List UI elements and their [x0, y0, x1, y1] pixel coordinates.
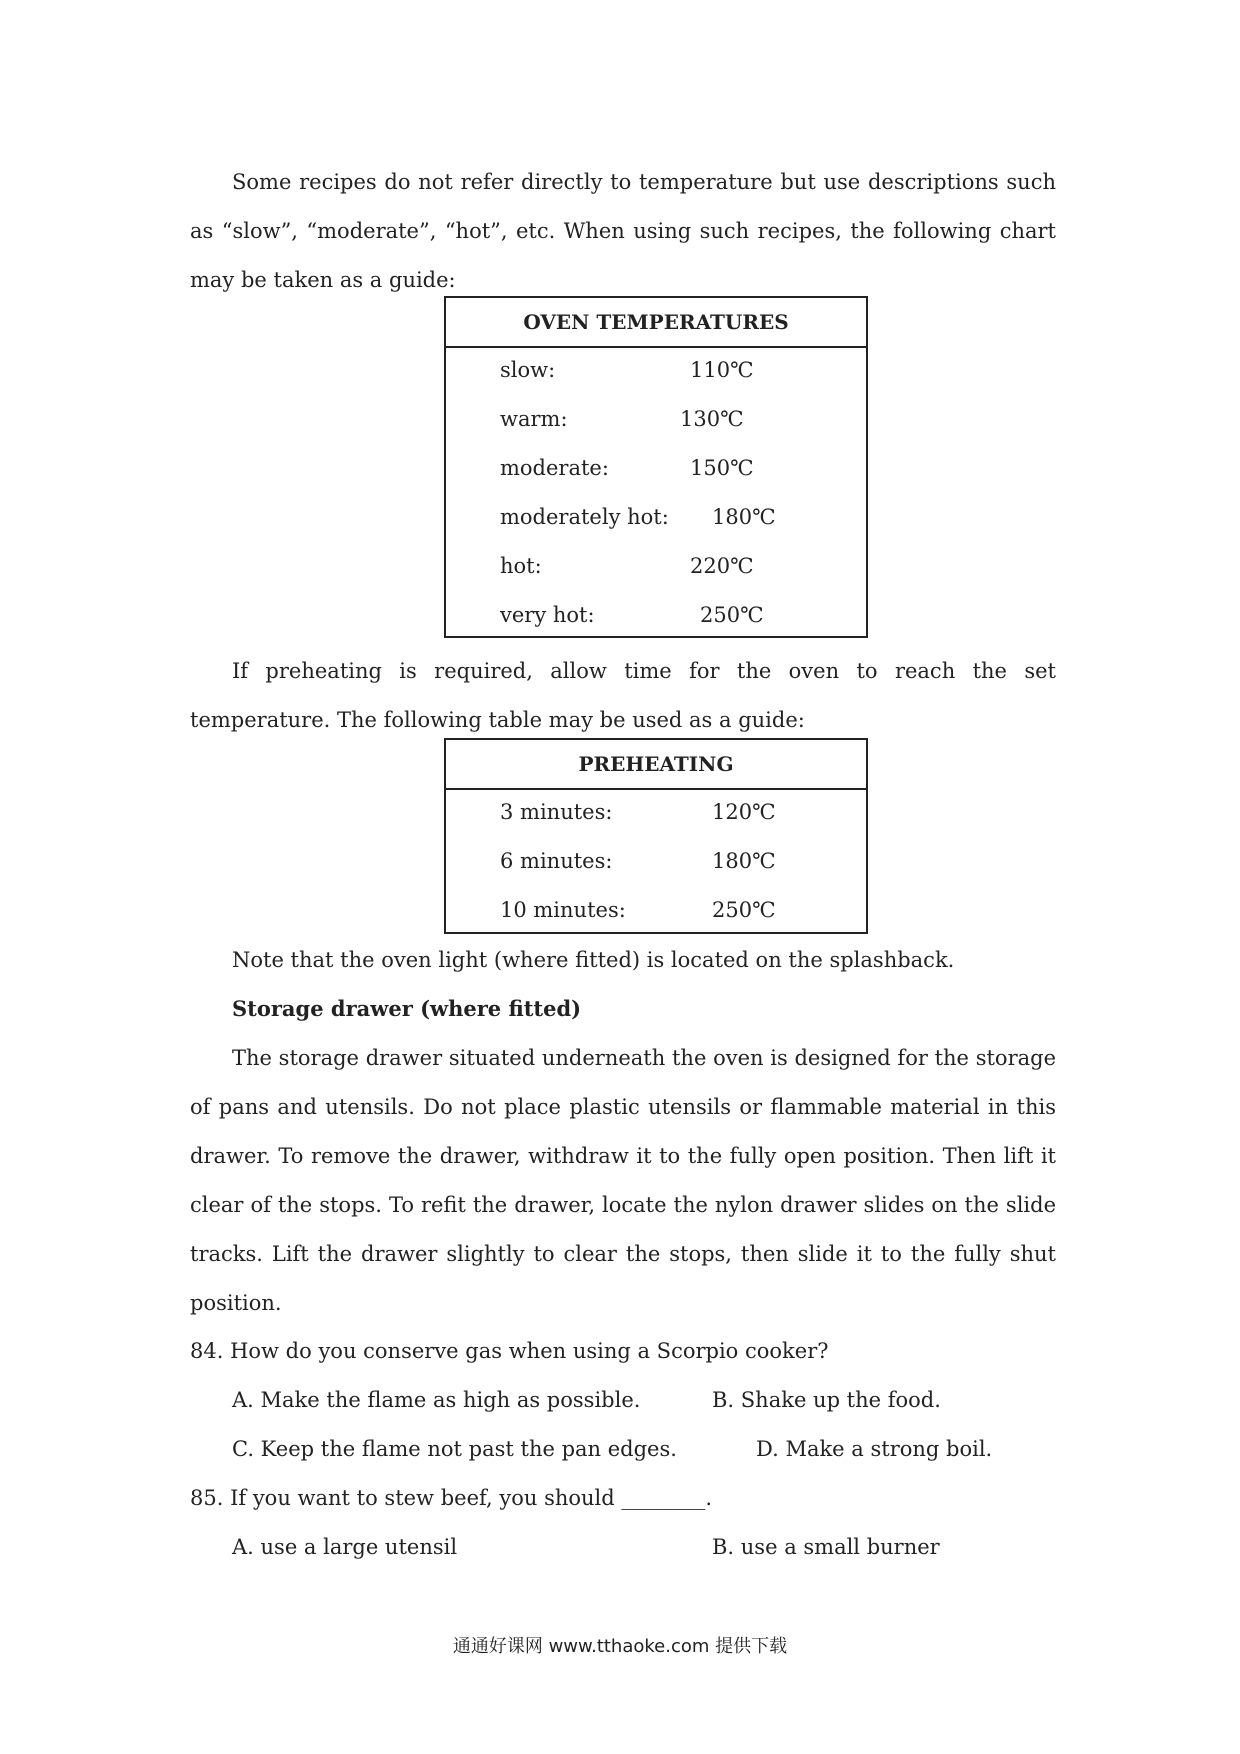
oven-row-value: 110℃ [690, 358, 754, 382]
preheat-row-label: 6 minutes: [500, 849, 613, 873]
oven-row-value: 250℃ [700, 603, 764, 627]
storage-drawer-heading: Storage drawer (where fitted) [232, 996, 582, 1021]
oven-row-slow [446, 348, 866, 397]
question-85-stem: 85. If you want to stew beef, you should ________. [190, 1486, 713, 1510]
question-84-option-b: B. Shake up the food. [712, 1388, 941, 1412]
oven-row-very-hot [446, 593, 866, 642]
oven-row-value: 180℃ [712, 505, 776, 529]
preheat-row-10-minutes [446, 888, 866, 937]
preheat-row-value: 120℃ [712, 800, 776, 824]
oven-row-label: warm: [500, 407, 568, 431]
question-85-option-b: B. use a small burner [712, 1535, 940, 1559]
preheat-row-value: 180℃ [712, 849, 776, 873]
oven-row-label: moderately hot: [500, 505, 669, 529]
oven-row-label: hot: [500, 554, 542, 578]
question-84-option-c: C. Keep the flame not past the pan edges. [232, 1437, 677, 1461]
question-85-option-a: A. use a large utensil [232, 1535, 458, 1559]
oven-row-label: very hot: [500, 603, 595, 627]
footer-source-text: 通通好课网 www.tthaoke.com 提供下载 [452, 1636, 788, 1657]
oven-row-hot [446, 544, 866, 593]
preheat-row-label: 3 minutes: [500, 800, 613, 824]
oven-light-note: Note that the oven light (where fitted) is located on the splashback. [232, 948, 955, 972]
preheat-paragraph: If preheating is required, allow time for the oven to reach the set temperature. The following table may be used as a guide: [190, 659, 1056, 732]
preheat-row-3-minutes [446, 790, 866, 839]
preheat-row-value: 250℃ [712, 898, 776, 922]
question-84-option-a: A. Make the flame as high as possible. [232, 1388, 641, 1412]
intro-paragraph: Some recipes do not refer directly to temperature but use descriptions such as “slow”, “moderate”, “hot”, etc. When using such recipes, the following chart may be taken as a guide: [190, 170, 1056, 292]
preheating-title: PREHEATING [446, 740, 866, 790]
preheating-table [444, 738, 868, 934]
question-84-option-d: D. Make a strong boil. [756, 1437, 993, 1461]
preheat-row-6-minutes [446, 839, 866, 888]
preheat-row-label: 10 minutes: [500, 898, 626, 922]
oven-row-moderately-hot [446, 495, 866, 544]
oven-row-value: 130℃ [680, 407, 744, 431]
oven-row-moderate [446, 446, 866, 495]
oven-row-label: slow: [500, 358, 556, 382]
oven-row-label: moderate: [500, 456, 609, 480]
question-84-stem: 84. How do you conserve gas when using a Scorpio cooker? [190, 1339, 829, 1363]
oven-temperatures-table [444, 296, 868, 638]
oven-row-value: 150℃ [690, 456, 754, 480]
oven-temperatures-title: OVEN TEMPERATURES [446, 298, 866, 348]
oven-row-warm [446, 397, 866, 446]
storage-drawer-paragraph: The storage drawer situated underneath the oven is designed for the storage of pans and utensils. Do not place plastic utensils or flammable material in this drawer. To remove the drawer, withdraw it to the fully open position. Then lift it clear of the stops. To refit the drawer, locate the nylon drawer slides on the slide tracks. Lift the drawer slightly to clear the stops, then slide it to the fully shut position. [190, 1046, 1056, 1315]
oven-row-value: 220℃ [690, 554, 754, 578]
